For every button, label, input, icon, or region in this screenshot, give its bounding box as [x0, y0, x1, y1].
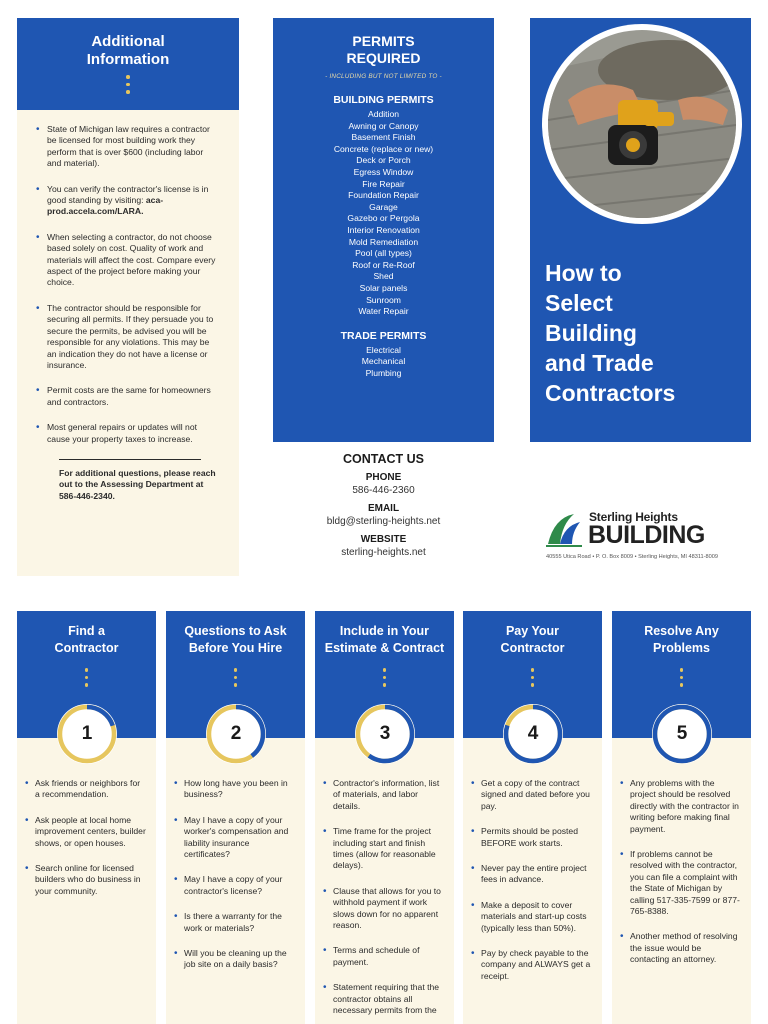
step-body [166, 738, 305, 1024]
list-item: • Ask friends or neighbors for a recommendation. [35, 778, 146, 801]
trade-permits-list [273, 345, 494, 380]
cover-title: How to Select Building and Trade Contractors [545, 260, 676, 406]
step-number: 3 [379, 723, 391, 744]
permits-required-panel [273, 18, 494, 442]
divider [59, 459, 201, 460]
list-item: • Never pay the entire project fees in advance. [481, 863, 592, 886]
permit-item: Water Repair [358, 306, 409, 317]
permit-item: Addition [367, 109, 400, 119]
dots-divider [166, 668, 305, 687]
list-item: • Ask people at local home improvement centers, builder shows, or open houses. [35, 815, 146, 849]
permit-item: Foundation Repair [348, 190, 419, 201]
dots-divider [612, 668, 751, 687]
permits-subtitle: - INCLUDING BUT NOT LIMITED TO - [325, 73, 442, 80]
assessing-note: For additional questions, please reach out to the Assessing Department at 586-446-2340. [59, 467, 216, 501]
step-list [333, 778, 444, 1017]
list-item: • How long have you been in business? [184, 778, 295, 801]
contact-section [273, 452, 494, 564]
additional-information-header [17, 18, 239, 110]
email-link[interactable]: bldg@sterling-heights.net [326, 516, 441, 527]
step-list [35, 778, 146, 897]
step-body [17, 738, 156, 1024]
permit-item: Sunroom [366, 294, 401, 305]
step-panel-2 [166, 611, 305, 1024]
permit-item: Mold Remediation [348, 236, 419, 247]
step-title: Include in Your Estimate & Contract [324, 624, 445, 655]
step-number-badge [651, 703, 713, 765]
permit-item: Interior Renovation [347, 224, 420, 235]
website-link[interactable]: sterling-heights.net [341, 547, 426, 558]
list-item: • Clause that allows for you to withhold payment if work slows down for no apparent reason. [333, 886, 444, 932]
step-panel-5 [612, 611, 751, 1024]
permit-item: Pool (all types) [355, 248, 412, 259]
list-item: • Permit costs are the same for homeowners and contractors. [47, 385, 219, 408]
list-item: • Make a deposit to cover materials and start-up costs (typically less than 50%). [481, 900, 592, 934]
step-number: 4 [527, 723, 539, 744]
step-body [612, 738, 751, 1024]
list-item: • Search online for licensed builders who do business in your community. [35, 863, 146, 897]
logo-building-word: BUILDING [588, 521, 705, 549]
logo-city-name: Sterling Heights [589, 510, 678, 524]
additional-information-title: Additional Information [86, 33, 170, 68]
step-body [315, 738, 454, 1024]
roofer-nailgun-image [548, 30, 736, 218]
phone-value[interactable]: 586-446-2360 [352, 485, 415, 496]
step-body [463, 738, 602, 1024]
list-item: • May I have a copy of your worker's compensation and liability insurance certificates? [184, 815, 295, 861]
dots-divider [17, 75, 239, 94]
email-label: EMAIL [367, 503, 400, 514]
step-number: 1 [81, 723, 93, 744]
step-title: Find a Contractor [54, 624, 119, 655]
logo-address: 40555 Utica Road • P. O. Box 8009 • Sterling Heights, MI 48311-8009 [546, 554, 718, 560]
building-permits-list [273, 109, 494, 318]
step-list [630, 778, 741, 966]
sterling-heights-building-logo [544, 510, 754, 566]
list-item: • May I have a copy of your contractor's license? [184, 874, 295, 897]
step-panel-3 [315, 611, 454, 1024]
permit-item: Plumbing [365, 367, 402, 378]
permit-item: Gazebo or Pergola [347, 213, 420, 224]
additional-information-body [17, 110, 239, 576]
step-panel-1 [17, 611, 156, 1024]
list-item: • Is there a warranty for the work or materials? [184, 911, 295, 934]
list-item: • Another method of resolving the issue would be contacting an attorney. [630, 931, 741, 965]
permit-item: Shed [373, 271, 394, 282]
roofer-photo [542, 24, 742, 224]
cover-panel [530, 18, 751, 442]
step-number-badge [502, 703, 564, 765]
list-item: • Most general repairs or updates will not cause your property taxes to increase. [47, 422, 219, 445]
list-item: • If problems cannot be resolved with the contractor, you can file a complaint with the State of Michigan by calling 517-335-7599 or 877-765-8388. [630, 849, 741, 917]
step-title: Resolve Any Problems [644, 624, 719, 655]
phone-label: PHONE [365, 472, 402, 483]
permit-item: Solar panels [359, 282, 408, 293]
dots-divider [463, 668, 602, 687]
step-title: Questions to Ask Before You Hire [184, 624, 287, 655]
license-lookup-link[interactable]: aca-prod.accela.com/LARA. [47, 195, 164, 217]
list-item: • Terms and schedule of payment. [333, 945, 444, 968]
step-list [481, 778, 592, 982]
list-item: • Will you be cleaning up the job site on a daily basis? [184, 948, 295, 971]
permits-title: PERMITS REQUIRED [346, 33, 421, 66]
permit-item: Awning or Canopy [348, 120, 419, 131]
building-permits-heading: BUILDING PERMITS [333, 94, 434, 106]
permit-item: Egress Window [353, 166, 414, 177]
dots-divider [315, 668, 454, 687]
list-item: • The contractor should be responsible for securing all permits. If they persuade you to secure the permits, be advised you will be responsible for any violations. This may be an indication they do not have a license or insurance. [47, 303, 219, 371]
trade-permits-heading: TRADE PERMITS [340, 329, 427, 342]
step-panel-4 [463, 611, 602, 1024]
step-number: 5 [676, 723, 688, 744]
permit-item: Mechanical [361, 356, 406, 367]
list-item: • Permits should be posted BEFORE work starts. [481, 826, 592, 849]
permit-item: Fire Repair [362, 178, 405, 189]
step-list [184, 778, 295, 971]
list-item: • State of Michigan law requires a contractor be licensed for most building work they perform that is over $600 (including labor and material). [47, 124, 219, 170]
city-logo-icon [544, 510, 584, 550]
permit-item: Electrical [366, 344, 401, 355]
step-number: 2 [230, 723, 242, 744]
permit-item: Deck or Porch [356, 155, 411, 166]
additional-information-list [47, 124, 219, 445]
list-item: • Get a copy of the contract signed and dated before you pay. [481, 778, 592, 812]
list-item: • You can verify the contractor's license is in good standing by visiting: aca-prod.accela.com/LARA. [47, 184, 219, 218]
dots-divider [17, 668, 156, 687]
permit-item: Garage [369, 201, 398, 212]
list-item: • Pay by check payable to the company and ALWAYS get a receipt. [481, 948, 592, 982]
list-item: • Time frame for the project including start and finish times (allow for reasonable delays). [333, 826, 444, 872]
additional-information-panel [17, 18, 239, 576]
list-item: • Contractor's information, list of materials, and labor details. [333, 778, 444, 812]
step-number-badge [205, 703, 267, 765]
list-item: • When selecting a contractor, do not choose based solely on cost. Quality of work and materials will affect the cost. Compare every aspect of the project before making your choice. [47, 232, 219, 289]
contact-title: CONTACT US [342, 452, 424, 466]
list-item: • Any problems with the project should be resolved directly with the contractor in writing before making final payment. [630, 778, 741, 835]
step-title: Pay Your Contractor [500, 624, 565, 655]
website-label: WEBSITE [360, 534, 407, 545]
permit-item: Roof or Re-Roof [352, 259, 415, 270]
step-number-badge [56, 703, 118, 765]
permit-item: Basement Finish [351, 132, 416, 143]
list-item: • Statement requiring that the contractor obtains all necessary permits from the [333, 982, 444, 1016]
permit-item: Concrete (replace or new) [333, 143, 434, 154]
step-number-badge [354, 703, 416, 765]
